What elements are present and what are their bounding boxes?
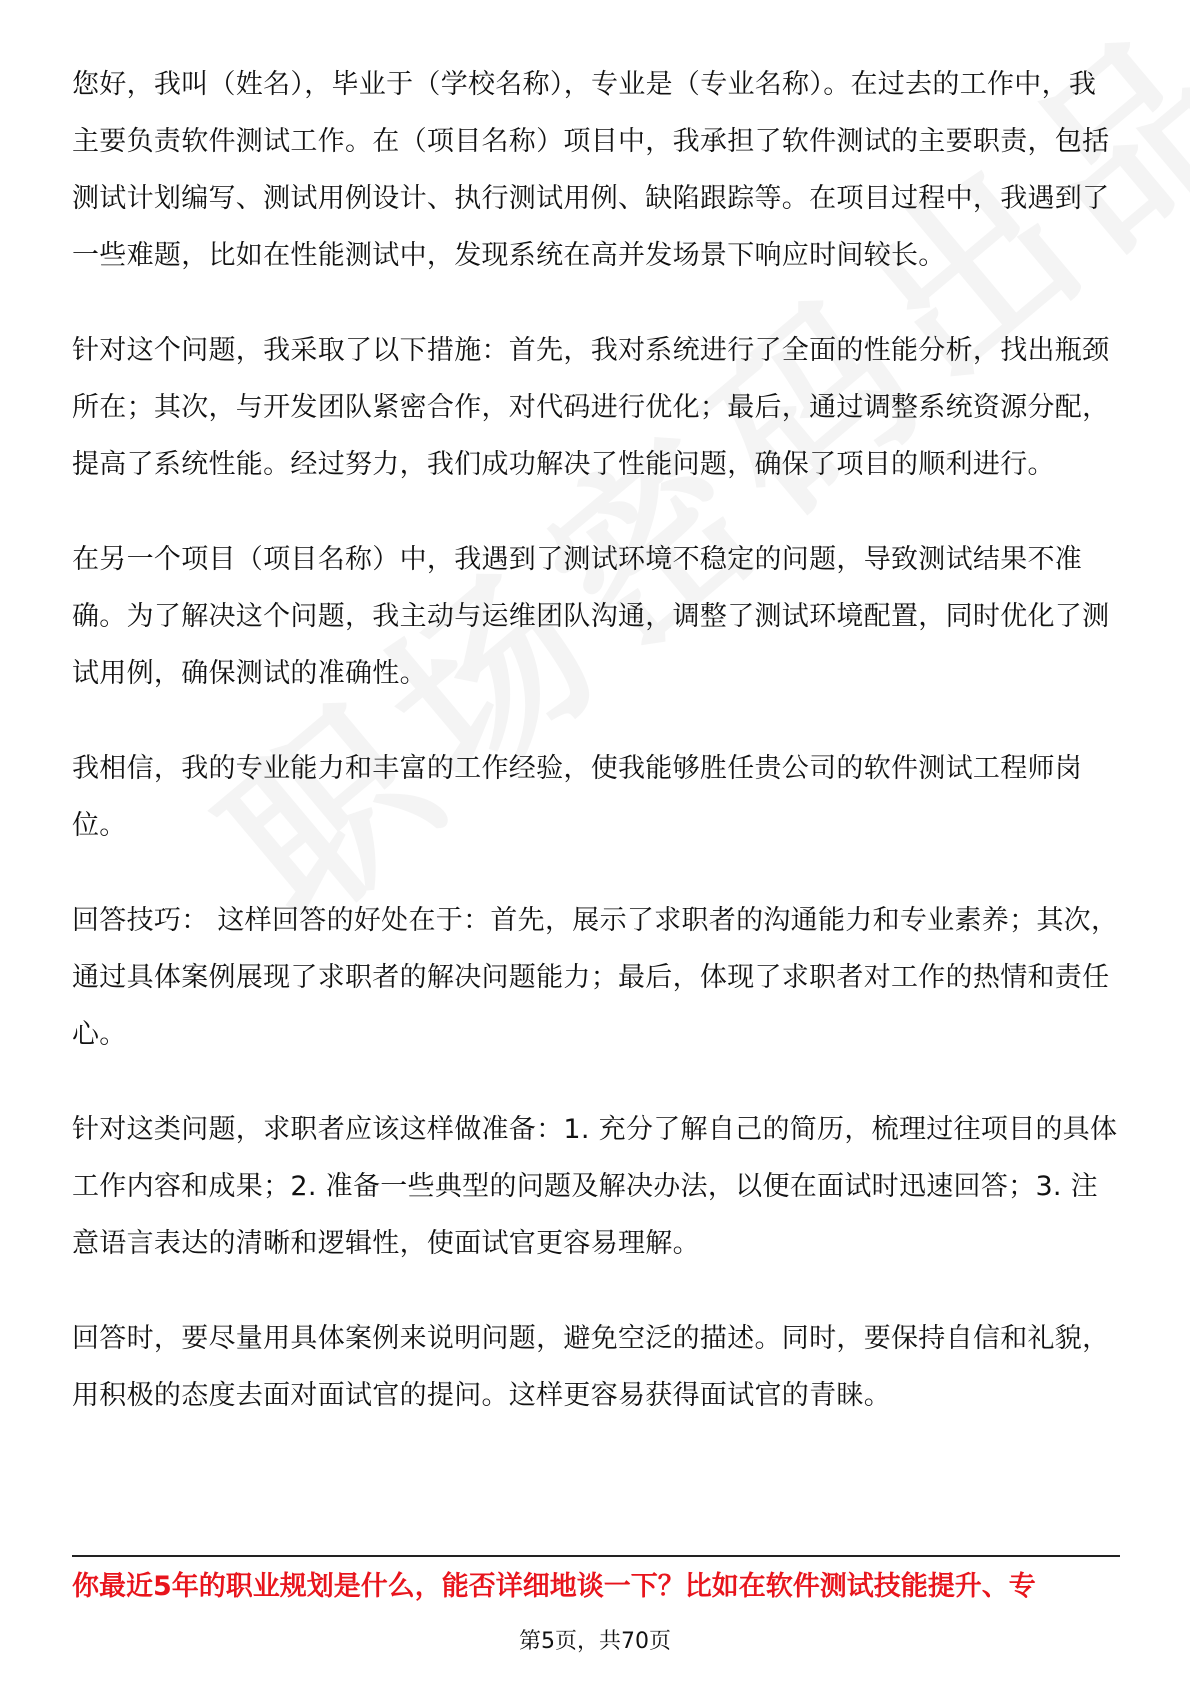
paragraph-preparation: 针对这类问题，求职者应该这样做准备：1. 充分了解自己的简历，梳理过往项目的具体工作内容和成果；2. 准备一些典型的问题及解决办法，以便在面试时迅速回答；3. 注意语言表达的清晰和逻辑性，使面试官更容易理解。 (72, 1114, 1118, 1259)
body-text (72, 56, 1120, 1462)
paragraph-measures: 针对这个问题，我采取了以下措施：首先，我对系统进行了全面的性能分析，找出瓶颈所在；其次，与开发团队紧密合作，对代码进行优化；最后，通过调整系统资源分配，提高了系统性能。经过努力，我们成功解决了性能问题，确保了项目的顺利进行。 (72, 335, 1110, 480)
next-question-heading: 你最近5年的职业规划是什么，能否详细地谈一下？比如在软件测试技能提升、专 (72, 1571, 1036, 1602)
paragraph-belief: 我相信，我的专业能力和丰富的工作经验，使我能够胜任贵公司的软件测试工程师岗位。 (72, 753, 1083, 841)
paragraph-another-project: 在另一个项目（项目名称）中，我遇到了测试环境不稳定的问题，导致测试结果不准确。为了解决这个问题，我主动与运维团队沟通，调整了测试环境配置，同时优化了测试用例，确保测试的准确性。 (72, 544, 1110, 689)
paragraph-intro: 您好，我叫（姓名），毕业于（学校名称），专业是（专业名称）。在过去的工作中，我主要负责软件测试工作。在（项目名称）项目中，我承担了软件测试的主要职责，包括测试计划编写、测试用例设计、执行测试用例、缺陷跟踪等。在项目过程中，我遇到了一些难题，比如在性能测试中，发现系统在高并发场景下响应时间较长。 (72, 69, 1110, 271)
paragraph-advice: 回答时，要尽量用具体案例来说明问题，避免空泛的描述。同时，要保持自信和礼貌，用积极的态度去面对面试官的提问。这样更容易获得面试官的青睐。 (72, 1323, 1110, 1411)
page-number: 第5页，共70页 (519, 1629, 671, 1654)
section-divider (72, 1555, 1120, 1557)
paragraph-tips: 回答技巧： 这样回答的好处在于：首先，展示了求职者的沟通能力和专业素养；其次，通过具体案例展现了求职者的解决问题能力；最后，体现了求职者对工作的热情和责任心。 (72, 905, 1119, 1050)
